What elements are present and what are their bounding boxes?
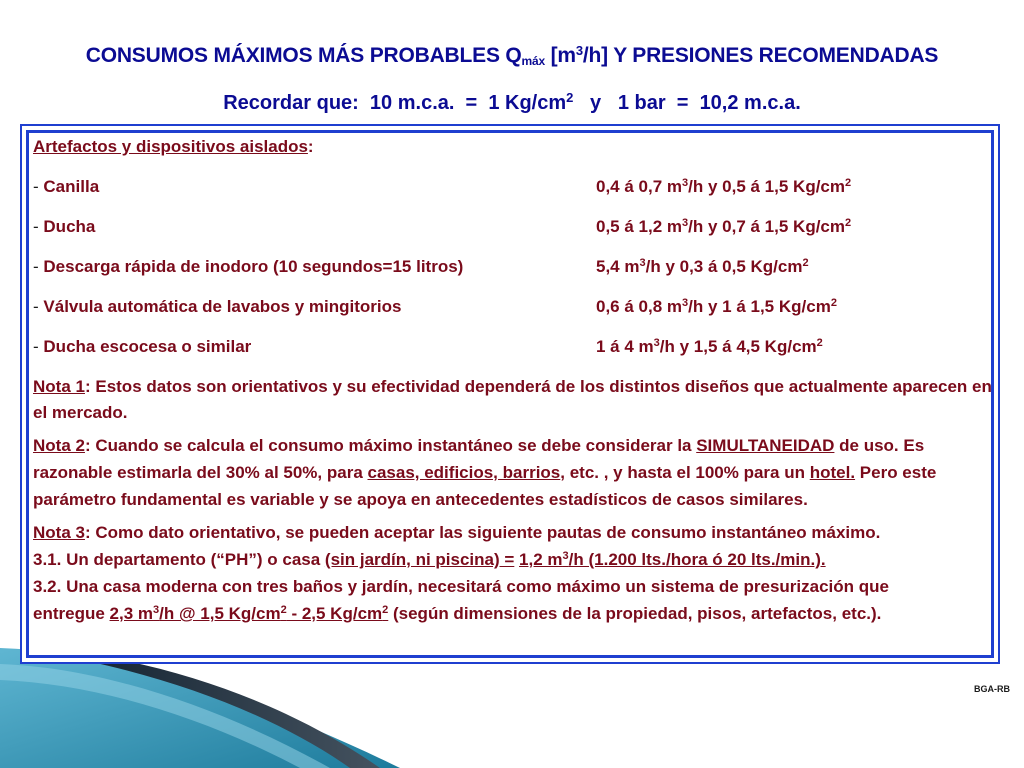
section-heading-colon: :: [307, 137, 314, 156]
section-heading: Artefactos y dispositivos aislados: [33, 137, 308, 156]
item-row-ducha: [33, 214, 993, 240]
nota-1: [33, 374, 993, 426]
nota-3-l2-a: 3.1. Un departamento (“PH”) o casa: [33, 550, 325, 569]
nota-3-l4-exp-2: 2: [280, 604, 287, 616]
nota-3-l2-d: 1,2 m: [519, 550, 563, 569]
nota-3-l2-b: (sin jardín, ni piscina) =: [324, 550, 515, 569]
nota-3-text-1: : Como dato orientativo, se pueden aceptar las siguiente pautas de consumo instantáneo máximo.: [84, 523, 881, 542]
item-dash: -: [33, 337, 39, 356]
footer-tag: BGA-RB: [974, 684, 1010, 694]
item-exp-b: 2: [802, 257, 809, 269]
title-unit-close: /h] Y PRESIONES RECOMENDADAS: [582, 44, 939, 67]
nota-3-l4-value: [110, 604, 389, 623]
nota-1-text: : Estos datos son orientativos y su efectividad dependerá de los distintos diseños que actualmente aparecen en el mercado.: [33, 377, 992, 422]
nota-2-text-2: de uso. Es razonable estimarla del 30% al 50%, para: [33, 436, 925, 482]
item-dash: -: [33, 257, 39, 276]
nota-2-label: Nota 2: [33, 436, 85, 455]
item-exp-a: 3: [682, 217, 689, 229]
item-row-ducha-escocesa: [33, 334, 993, 360]
item-value-b: /h y 0,5 á 1,5 Kg/cm: [688, 177, 845, 196]
item-value: [596, 294, 837, 320]
nota-2-emph-simultaneidad: SIMULTANEIDAD: [696, 436, 835, 455]
nota-3-l4-exp-3: 2: [382, 604, 389, 616]
item-name: Descarga rápida de inodoro (10 segundos=15 litros): [43, 257, 464, 276]
item-exp-b: 2: [845, 177, 852, 189]
item-row-canilla: [33, 174, 993, 200]
nota-2-emph-casas: casas, edificios, barrios: [367, 463, 561, 482]
item-exp-b: 2: [845, 217, 852, 229]
item-value-b: /h y 1 á 1,5 Kg/cm: [688, 297, 831, 316]
section-heading-line: [33, 134, 993, 160]
item-exp-a: 3: [682, 177, 689, 189]
nota-1-label: Nota 1: [33, 377, 85, 396]
item-name: Válvula automática de lavabos y mingitorios: [43, 297, 402, 316]
item-value: [596, 214, 851, 240]
nota-3-l4-c: /h @ 1,5 Kg/cm: [159, 604, 281, 623]
swoosh-light: [0, 664, 330, 768]
item-value-b: /h y 0,3 á 0,5 Kg/cm: [645, 257, 803, 276]
item-dash: -: [33, 217, 39, 236]
swoosh-teal: [0, 648, 400, 768]
item-exp-b: 2: [816, 337, 823, 349]
item-dash: -: [33, 177, 39, 196]
nota-3-l4-e: (según dimensiones de la propiedad, pisos, artefactos, etc.).: [388, 604, 882, 623]
subtitle-exponent: 2: [566, 90, 574, 105]
nota-3-line-2: [33, 546, 993, 573]
item-value: [596, 174, 851, 200]
nota-2-text-3: , etc. , y hasta el 100% para un: [560, 463, 810, 482]
nota-3-l4-d: - 2,5 Kg/cm: [286, 604, 383, 623]
nota-3-l4-exp-1: 3: [153, 604, 160, 616]
title-subscript: máx: [521, 54, 545, 68]
nota-3-l4-a: entregue: [33, 604, 110, 623]
nota-3-l2-value: [519, 550, 826, 569]
item-name: Ducha: [43, 217, 96, 236]
slide-title: [0, 42, 1024, 70]
nota-3-l4-b: 2,3 m: [109, 604, 154, 623]
item-row-valvula: [33, 294, 993, 320]
item-value-a: 5,4 m: [596, 257, 640, 276]
subtitle-part1: Recordar que: 10 m.c.a. = 1 Kg/cm: [223, 92, 567, 114]
nota-2: [33, 432, 993, 513]
item-value: [596, 254, 809, 280]
item-value-b: /h y 1,5 á 4,5 Kg/cm: [659, 337, 817, 356]
nota-3: [33, 519, 993, 627]
item-value-a: 0,5 á 1,2 m: [596, 217, 683, 236]
item-name: Ducha escocesa o similar: [43, 337, 252, 356]
nota-3-l2-e: /h (1.200 lts./hora ó 20 lts./min.).: [568, 550, 826, 569]
content-body: [33, 134, 993, 627]
item-value-a: 1 á 4 m: [596, 337, 654, 356]
title-main: CONSUMOS MÁXIMOS MÁS PROBABLES Q: [85, 44, 522, 67]
title-unit-open: [m: [544, 44, 576, 67]
item-dash: -: [33, 297, 39, 316]
nota-2-text-4: Pero este parámetro fundamental es variable y se apoya en antecedentes estadísticos de casos similares.: [33, 463, 937, 509]
swoosh-dark: [40, 648, 380, 768]
item-exp-a: 3: [639, 257, 646, 269]
slide-subtitle: [0, 90, 1024, 116]
item-value: [596, 334, 823, 360]
item-exp-a: 3: [682, 297, 689, 309]
nota-2-emph-hotel: hotel.: [809, 463, 856, 482]
title-unit-exponent: 3: [575, 43, 583, 58]
item-row-descarga: [33, 254, 993, 280]
item-value-a: 0,4 á 0,7 m: [596, 177, 683, 196]
item-exp-b: 2: [830, 297, 837, 309]
subtitle-part2: y 1 bar = 10,2 m.c.a.: [573, 92, 801, 114]
item-value-b: /h y 0,7 á 1,5 Kg/cm: [688, 217, 845, 236]
nota-3-line-1: [33, 519, 993, 546]
nota-3-line-4: [33, 600, 993, 627]
nota-3-l2-exp: 3: [562, 550, 569, 562]
item-exp-a: 3: [653, 337, 660, 349]
nota-3-line-3: 3.2. Una casa moderna con tres baños y jardín, necesitará como máximo un sistema de presurización que: [33, 577, 889, 596]
item-value-a: 0,6 á 0,8 m: [596, 297, 683, 316]
nota-2-text-1: : Cuando se calcula el consumo máximo instantáneo se debe considerar la: [84, 436, 697, 455]
nota-3-label: Nota 3: [33, 523, 85, 542]
item-name: Canilla: [43, 177, 100, 196]
